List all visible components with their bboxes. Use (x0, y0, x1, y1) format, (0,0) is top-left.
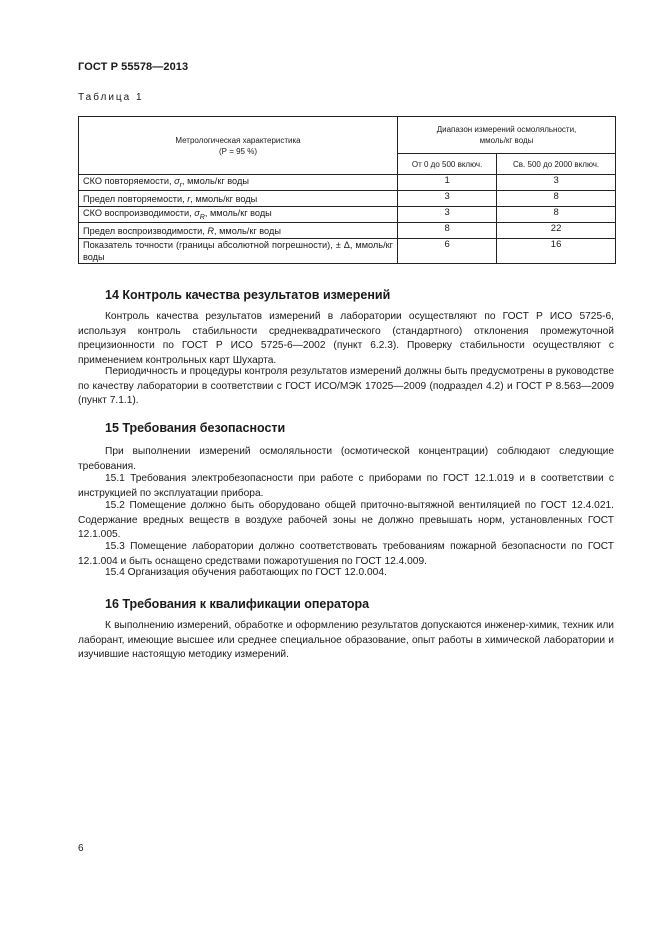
header-characteristic-line1: Метрологическая характеристика (175, 135, 301, 145)
section-15-paragraph: 15.2 Помещение должно быть оборудовано общей приточно-вытяжной вентиляцией по ГОСТ 12.4.021. Содержание вредных веществ в воздухе рабочей зоны не должно превышать норм, установленных ГОСТ 12.1.005. (78, 500, 614, 540)
metrology-table (78, 116, 616, 264)
header-range (398, 117, 616, 154)
table-row (79, 175, 616, 191)
section-15-title: 15 Требования безопасности (105, 421, 286, 435)
row-value-low: 3 (398, 207, 497, 223)
row-value-high: 16 (497, 239, 616, 264)
table-caption: Таблица 1 (78, 92, 144, 103)
row-label: Предел воспроизводимости, R, ммоль/кг воды (79, 223, 398, 239)
section-14-paragraph: Периодичность и процедуры контроля результатов измерений должны быть предусмотрены в руководстве по качеству лаборатории в соответствии с ГОСТ ИСО/МЭК 17025—2009 (подраздел 4.2) и ГОСТ Р 8.563—2009 (пункт 7.1.1). (78, 366, 614, 406)
row-value-low: 1 (398, 175, 497, 191)
document-code: ГОСТ Р 55578—2013 (78, 61, 189, 73)
row-value-high: 3 (497, 175, 616, 191)
header-characteristic (79, 117, 398, 175)
section-16-title: 16 Требования к квалификации оператора (105, 597, 370, 611)
table-row (79, 223, 616, 239)
header-characteristic-line2: (Р = 95 %) (218, 146, 257, 156)
header-range-low: От 0 до 500 включ. (398, 154, 497, 175)
row-label: Показатель точности (границы абсолютной погрешности), ± Δ, ммоль/кг воды (79, 239, 398, 264)
section-15-paragraph: При выполнении измерений осмоляльности (осмотической концентрации) соблюдают следующие требования. (78, 446, 614, 472)
section-16-paragraph: К выполнению измерений, обработке и оформлению результатов допускаются инженер-химик, техник или лаборант, имеющие высшее или среднее специальное образование, опыт работы в химической лаборатории и изучившие настоящую методику измерений. (78, 620, 614, 660)
row-label: Предел повторяемости, r, ммоль/кг воды (79, 191, 398, 207)
section-15-paragraph: 15.1 Требования электробезопасности при работе с приборами по ГОСТ 12.1.019 и в соответствии с инструкцией по эксплуатации прибора. (78, 473, 614, 499)
row-label: СКО повторяемости, $\sigma_r$, ммоль/кг воды (79, 175, 398, 191)
row-value-low: 3 (398, 191, 497, 207)
section-14-title: 14 Контроль качества результатов измерений (105, 288, 391, 302)
section-15-paragraph: 15.3 Помещение лаборатории должно соответствовать требованиям пожарной безопасности по ГОСТ 12.1.004 и быть оснащено средствами пожаротушения по ГОСТ 12.4.009. (78, 541, 614, 567)
row-value-low: 8 (398, 223, 497, 239)
table-row (79, 207, 616, 223)
header-range-line1: Диапазон измерений осмоляльности, (436, 125, 577, 134)
row-value-high: 22 (497, 223, 616, 239)
table-row (79, 191, 616, 207)
row-value-high: 8 (497, 207, 616, 223)
row-label: СКО воспроизводимости, $\sigma_R$, ммоль/кг воды (79, 207, 398, 223)
section-15-paragraph: 15.4 Организация обучения работающих по ГОСТ 12.0.004. (105, 567, 387, 578)
row-value-high: 8 (497, 191, 616, 207)
section-14-paragraph: Контроль качества результатов измерений в лаборатории осуществляют по ГОСТ Р ИСО 5725-6, используя контроль стабильности среднеквадратического (стандартного) отклонения промежуточной прецизионности по ГОСТ Р ИСО 5725-6—2002 (пункт 6.2.3). Проверку стабильности осуществляют с применением контрольных карт Шухарта. (78, 311, 614, 366)
header-range-high: Св. 500 до 2000 включ. (497, 154, 616, 175)
table-header-row (79, 117, 616, 154)
row-value-low: 6 (398, 239, 497, 264)
page-number: 6 (78, 843, 84, 854)
header-range-line2: ммоль/кг воды (479, 136, 534, 145)
table-row (79, 239, 616, 264)
